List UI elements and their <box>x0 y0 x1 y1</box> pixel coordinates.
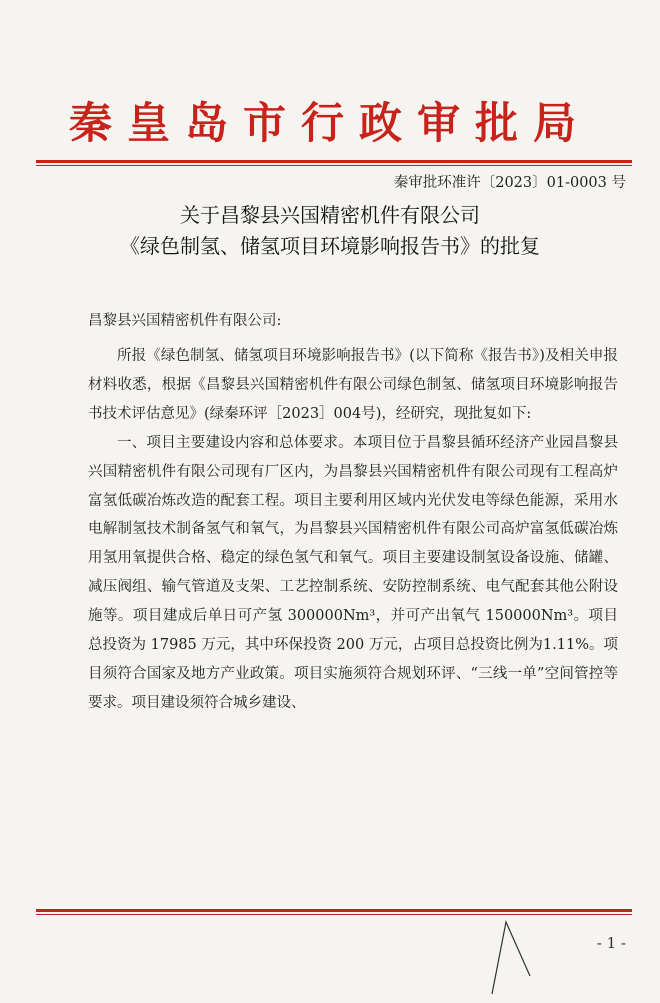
header-divider-thick <box>36 160 632 163</box>
header-divider-thin <box>36 165 632 166</box>
agency-name: 秦皇岛市行政审批局 <box>69 99 591 149</box>
paragraph-section-1: 一、项目主要建设内容和总体要求。本项目位于昌黎县循环经济产业园昌黎县兴国精密机件有限公司现有厂区内，为昌黎县兴国精密机件有限公司现有工程高炉富氢低碳冶炼改造的配套工程。项目主要利用区域内光伏发电等绿色能源，采用水电解制氢技术制备氢气和氧气，为昌黎县兴国精密机件有限公司高炉富氢低碳冶炼用氢用氧提供合格、稳定的绿色氢气和氧气。项目主要建设制氢设备设施、储罐、减压阀组、输气管道及支架、工艺控制系统、安防控制系统、电气配套其他公附设施等。项目建成后单日可产氢 300000Nm³，并可产出氧气 150000Nm³。项目总投资为 17985 万元，其中环保投资 200 万元，占项目总投资比例为1.11%。项目须符合国家及地方产业政策。项目实施须符合规划环评、“三线一单”空间管控等要求。项目建设须符合城乡建设、 <box>88 434 618 711</box>
footer-divider-thin <box>36 914 632 915</box>
page-number: - 1 - <box>596 934 626 952</box>
body-text <box>88 342 618 718</box>
title-line-2: 《绿色制氢、储氢项目环境影响报告书》的批复 <box>120 234 540 258</box>
paragraph-intro: 所报《绿色制氢、储氢项目环境影响报告书》(以下简称《报告书》)及相关申报材料收悉，根据《昌黎县兴国精密机件有限公司绿色制氢、储氢项目环境影响报告书技术评估意见》(绿秦环评［2023］004号)，经研究，现批复如下: <box>88 348 618 422</box>
pen-stroke-mark <box>486 918 536 998</box>
salutation: 昌黎县兴国精密机件有限公司: <box>88 313 282 329</box>
title-line-1: 关于昌黎县兴国精密机件有限公司 <box>180 203 480 227</box>
footer-divider-thick <box>36 909 632 912</box>
document-number: 秦审批环准许〔2023〕01-0003 号 <box>393 175 626 191</box>
